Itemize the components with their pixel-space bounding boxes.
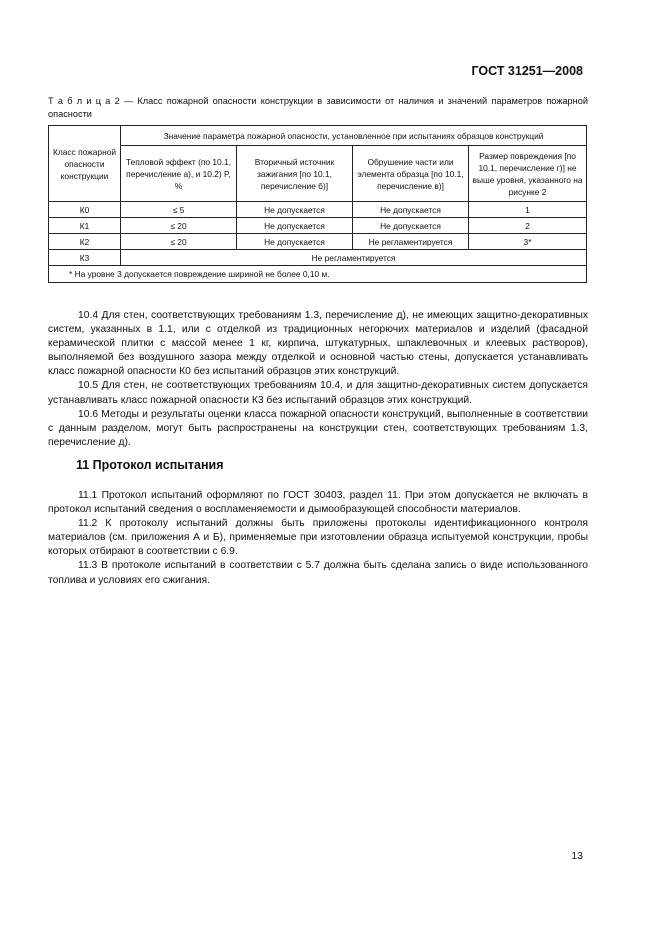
page-number: 13: [571, 850, 583, 862]
cell-collapse: Не регламентируется: [353, 234, 469, 250]
table-row: [49, 234, 587, 250]
cell-collapse: Не допускается: [353, 218, 469, 234]
table-row: [49, 218, 587, 234]
cell-ignition: Не допускается: [237, 234, 353, 250]
header-damage: Размер повреждения [по 10.1, перечисление г)] не выше уровня, указанного на рисунке 2: [469, 146, 587, 202]
table-row-k3: [49, 250, 587, 266]
header-group: Значение параметра пожарной опасности, установленное при испытаниях образцов конструкций: [121, 126, 587, 146]
cell-damage: 2: [469, 218, 587, 234]
table-footnote-row: [49, 266, 587, 283]
cell-heat: ≤ 20: [121, 218, 237, 234]
cell-class: К3: [49, 250, 121, 266]
section11-text: [48, 489, 588, 588]
header-collapse: Обрушение части или элемента образца [по 10.1, перечисление в)]: [353, 146, 469, 202]
paragraph-11-1: 11.1 Протокол испытаний оформляют по ГОСТ 30403, раздел 11. При этом допускается не включать в протокол испытаний сведения о воспламеняемости и дымообразующей способности материалов.: [48, 490, 588, 516]
cell-heat: ≤ 20: [121, 234, 237, 250]
table-caption: Т а б л и ц а 2 — Класс пожарной опасности конструкции в зависимости от наличия и значений параметров пожарной опасности: [48, 96, 588, 119]
cell-damage: 3*: [469, 234, 587, 250]
document-code: ГОСТ 31251—2008: [471, 64, 583, 78]
header-heat-effect: Тепловой эффект (по 10.1, перечисление а), и 10.2) P, %: [121, 146, 237, 202]
fire-hazard-table: [48, 125, 586, 283]
section-11-title: 11 Протокол испытания: [76, 458, 224, 472]
cell-ignition: Не допускается: [237, 202, 353, 218]
table: [48, 125, 587, 283]
table-header-row: [49, 126, 587, 146]
cell-heat: ≤ 5: [121, 202, 237, 218]
cell-class: К1: [49, 218, 121, 234]
table-footnote: * На уровне 3 допускается повреждение шириной не более 0,10 м.: [49, 266, 587, 283]
header-class: Класс пожарной опасности конструкции: [49, 126, 121, 202]
cell-ignition: Не допускается: [237, 218, 353, 234]
header-ignition: Вторичный источник зажигания [по 10.1, перечисление б)]: [237, 146, 353, 202]
paragraph-10-5: 10.5 Для стен, не соответствующих требованиям 10.4, и для защитно-декоративных систем допускается устанавливать класс пожарной опасности К3 без испытаний образцов этих конструкций.: [48, 380, 588, 406]
paragraph-11-3: 11.3 В протоколе испытаний в соответствии с 5.7 должна быть сделана запись о виде использованного топлива и условиях его сжигания.: [48, 560, 588, 586]
cell-class: К0: [49, 202, 121, 218]
cell-damage: 1: [469, 202, 587, 218]
table-subheader-row: [49, 146, 587, 202]
cell-collapse: Не допускается: [353, 202, 469, 218]
paragraph-10-4: 10.4 Для стен, соответствующих требованиям 1.3, перечисление д), не имеющих защитно-декоративных систем, указанных в 1.1, или с отделкой из традиционных негорючих материалов и изделий (фасадной керамической плитки с массой менее 1 кг, кирпича, штукатурных, шпаклевочных и клеевых растворов), выполняемой без воздушного зазора между отделкой и основной частью стены, допускается устанавливать класс пожарной опасности К0 без испытаний образцов этих конструкций.: [48, 310, 588, 378]
cell-k3-value: Не регламентируется: [121, 250, 587, 266]
cell-class: К2: [49, 234, 121, 250]
paragraph-11-2: 11.2 К протоколу испытаний должны быть приложены протоколы идентификационного контроля материалов (см. приложения А и Б), применяемые при изготовлении образца испытуемой конструкции, пробы которых отбирают в соответствии с 6.9.: [48, 518, 588, 558]
paragraph-10-6: 10.6 Методы и результаты оценки класса пожарной опасности конструкций, выполненные в соответствии с данным разделом, могут быть распространены на конструкции стен, соответствующих требованиям 1.3, перечисление д).: [48, 408, 588, 448]
section10-text: [48, 309, 588, 450]
table-row: [49, 202, 587, 218]
